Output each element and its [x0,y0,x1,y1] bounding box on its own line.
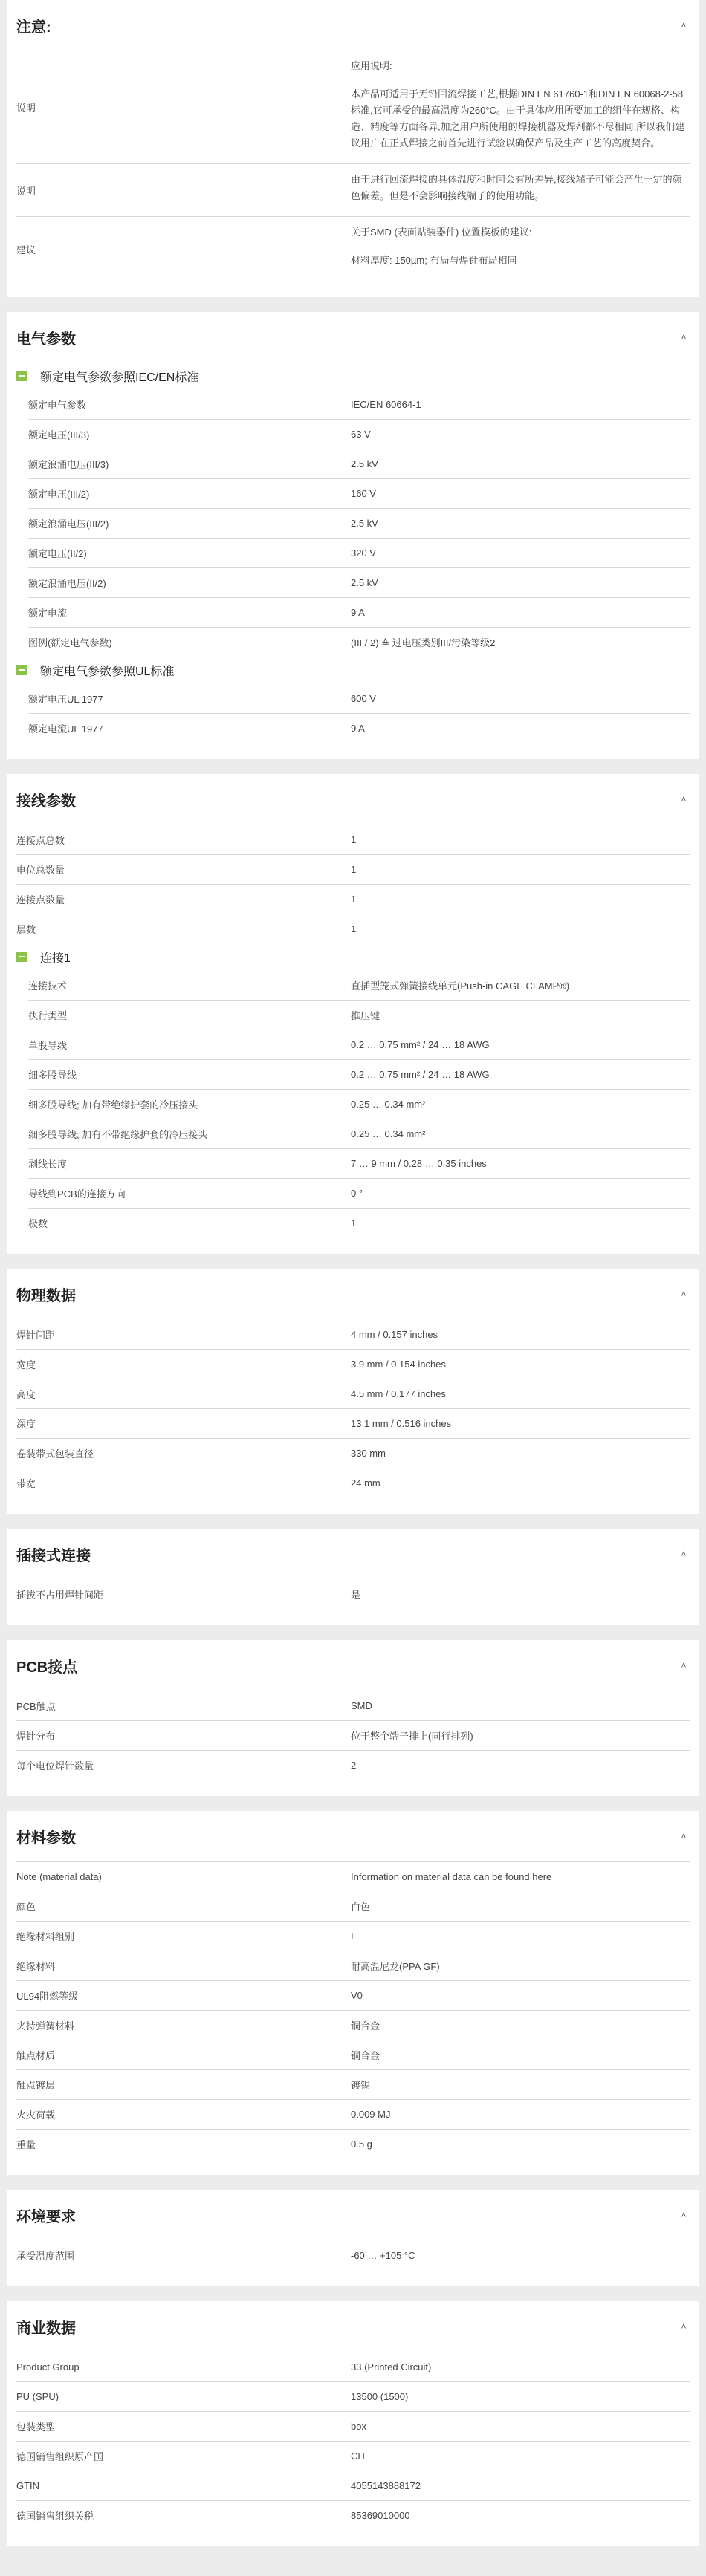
table-row [16,1720,690,1750]
row-label: 极数 [28,1218,48,1229]
row-value [351,164,690,216]
group-heading[interactable] [16,943,690,970]
row-value: 7 … 9 mm / 0.28 … 0.35 inches [351,1158,487,1169]
table-row [16,1750,690,1780]
row-label: 绝缘材料 [16,1961,56,1972]
row-value: 1 [351,923,357,934]
row-label: 夹持弹簧材料 [16,2020,75,2032]
table-row [16,1379,690,1408]
table-row [16,884,690,914]
table-row [16,2069,690,2099]
minus-square-icon[interactable] [16,665,27,675]
panel-title: 电气参数 [16,331,76,348]
env-rows [16,2240,690,2270]
table-row [16,914,690,943]
table-row [16,2411,690,2441]
panel-title: 接线参数 [16,793,76,810]
row-label: 焊针分布 [16,1731,56,1742]
table-row [28,683,690,713]
row-value: 1 [351,864,357,875]
table-row [28,538,690,567]
row-value: 耐高温尼龙(PPA GF) [351,1961,440,1972]
table-row [16,2129,690,2159]
row-label: 说明 [16,102,36,114]
row-label: 德国销售组织关税 [16,2511,94,2522]
row-label: PU (SPU) [16,2391,59,2402]
row-label: 额定电压(III/2) [28,489,90,500]
table-row [28,1000,690,1030]
panel-title: 环境要求 [16,2208,76,2225]
material-info-link[interactable]: Information on material data can be found here [351,1871,552,1882]
row-label: 带宽 [16,1478,36,1489]
row-value: 0.25 … 0.34 mm² [351,1128,426,1139]
table-row [16,1319,690,1349]
table-row [28,567,690,597]
row-value: 铜合金 [351,2050,380,2061]
row-label: 连接技术 [28,980,68,992]
table-row [28,508,690,538]
row-value: 推压键 [351,1010,380,1021]
row-label: 连接点总数 [16,834,65,846]
row-value: I [351,1931,354,1942]
pcb-header[interactable] [16,1640,690,1691]
row-label: 额定电压UL 1977 [28,693,103,705]
row-value: 是 [351,1589,361,1601]
note-paragraph: 由于进行回流焊接的具体温度和时间会有所差异,接线端子可能会产生一定的颜色偏差。但是不会影响接线端子的使用功能。 [351,174,682,201]
row-value: 4055143888172 [351,2480,421,2491]
row-label: 额定电流 [28,608,68,619]
row-label: 深度 [16,1419,36,1430]
table-row [16,1438,690,1468]
group-heading-label: 额定电气参数参照UL标准 [40,665,175,678]
table-row [28,1178,690,1208]
table-row [28,1030,690,1059]
row-value: CH [351,2450,365,2462]
row-label: 单股导线 [28,1040,68,1051]
row-value: 9 A [351,723,365,734]
table-row [28,970,690,1000]
table-row [16,1691,690,1720]
group-rows [16,389,690,657]
pcb-rows [16,1691,690,1780]
plug-rows [16,1579,690,1609]
electrical-header[interactable] [16,312,690,362]
row-value: 0 ° [351,1188,363,1199]
table-row [28,1208,690,1237]
group-heading-label: 连接1 [40,952,71,965]
row-label: 绝缘材料组别 [16,1931,75,1942]
table-row [16,1579,690,1609]
row-value: 9 A [351,607,365,618]
chevron-up-icon[interactable]: ˄ [681,20,687,30]
row-value: 1 [351,1217,357,1229]
row-label: 宽度 [16,1359,36,1370]
chevron-up-icon[interactable]: ˄ [681,2210,687,2220]
table-row [16,2471,690,2500]
row-label: 说明 [16,185,36,197]
table-row [16,1349,690,1379]
row-value: box [351,2421,366,2432]
row-value: 铜合金 [351,2020,380,2032]
row-label: 额定电压(III/3) [28,429,90,440]
pcb-panel [7,1640,699,1796]
row-label: 执行类型 [28,1010,68,1021]
row-value: 85369010000 [351,2510,410,2521]
physical-header[interactable] [16,1269,690,1319]
row-label: 额定浪涌电压(III/2) [28,518,109,530]
chevron-up-icon[interactable]: ˄ [681,1831,687,1841]
minus-square-icon[interactable] [16,952,27,962]
row-label: 额定浪涌电压(III/3) [28,459,109,470]
note-paragraph: 应用说明: [351,60,392,71]
chevron-up-icon[interactable]: ˄ [681,1549,687,1559]
row-label: 建议 [16,244,36,256]
row-value [351,217,690,281]
table-row [28,1059,690,1089]
material-header[interactable] [16,1811,690,1861]
row-value: 4 mm / 0.157 inches [351,1328,438,1340]
table-row [28,713,690,743]
table-row [16,2500,690,2530]
row-label: 触点材质 [16,2050,56,2061]
minus-square-icon[interactable] [16,371,27,381]
panel-title: 物理数据 [16,1287,76,1304]
row-value: -60 … +105 °C [351,2249,415,2261]
row-value: 1 [351,894,357,905]
table-row [28,1119,690,1148]
row-value: 白色 [351,1901,371,1913]
table-row [28,478,690,508]
row-label: 导线到PCB的连接方向 [28,1188,126,1200]
row-value: 镀锡 [351,2080,371,2091]
wiring-panel [7,774,699,1254]
row-label: 细多股导线; 加有不带绝缘护套的冷压接头 [28,1129,208,1140]
panel-title: PCB接点 [16,1659,78,1676]
row-value: 33 (Printed Circuit) [351,2361,432,2372]
table-row [28,1148,690,1178]
note-row [16,216,690,281]
note-paragraph: 关于SMD (表面贴装器件) 位置模板的建议: [351,227,532,238]
table-row [16,1468,690,1497]
row-label: 额定电气参数 [28,399,87,411]
row-value: 330 mm [351,1448,386,1459]
row-value: 0.25 … 0.34 mm² [351,1099,426,1110]
row-label: 插拔不占用焊针间距 [16,1589,104,1601]
env-header[interactable] [16,2190,690,2240]
table-row [16,2240,690,2270]
row-value: 3.9 mm / 0.154 inches [351,1359,446,1370]
table-row [16,1408,690,1438]
row-label: 颜色 [16,1901,36,1913]
group-heading-label: 额定电气参数参照IEC/EN标准 [40,371,199,384]
table-row [28,449,690,478]
plug-header[interactable] [16,1529,690,1579]
row-label: 连接点数量 [16,894,65,905]
env-panel [7,2190,699,2286]
row-label: 高度 [16,1389,36,1400]
table-row [16,2040,690,2069]
chevron-up-icon[interactable]: ˄ [681,332,687,342]
plug-panel [7,1529,699,1625]
table-row [16,1921,690,1951]
group-rows [16,683,690,743]
note-row [16,51,690,163]
table-row [28,1089,690,1119]
physical-rows [16,1319,690,1497]
row-value: IEC/EN 60664-1 [351,398,421,410]
table-row [28,419,690,449]
row-label: 细多股导线 [28,1070,77,1081]
table-row [16,824,690,854]
row-label: PCB触点 [16,1700,56,1712]
table-row [16,2352,690,2381]
row-value: 13.1 mm / 0.516 inches [351,1418,452,1429]
row-value: 4.5 mm / 0.177 inches [351,1388,446,1399]
table-row [28,597,690,627]
row-label: Note (material data) [16,1871,102,1882]
group-heading[interactable] [16,362,690,389]
row-value: 24 mm [351,1477,380,1489]
chevron-up-icon[interactable]: ˄ [681,794,687,804]
row-label: 细多股导线; 加有带绝缘护套的冷压接头 [28,1099,198,1110]
row-value: 320 V [351,547,376,559]
row-value: 0.5 g [351,2138,372,2150]
note-row [16,163,690,216]
chevron-up-icon[interactable]: ˄ [681,2321,687,2332]
row-label: 剥线长度 [28,1159,68,1170]
chevron-up-icon[interactable]: ˄ [681,1660,687,1671]
commercial-rows [16,2352,690,2530]
row-label: 电位总数量 [16,865,65,876]
row-value: 2.5 kV [351,458,378,469]
electrical-groups [16,362,690,743]
row-label: 德国销售组织原产国 [16,2451,104,2462]
row-label: 额定电压(II/2) [28,548,87,559]
row-label: 承受温度范围 [16,2250,75,2262]
row-label: Product Group [16,2361,80,2372]
row-label: 包装类型 [16,2421,56,2433]
row-value: 2 [351,1760,357,1771]
row-value [351,51,690,163]
table-row [28,389,690,419]
row-value: 直插型笼式弹簧接线单元(Push-in CAGE CLAMP®) [351,980,570,992]
wiring-rows [16,824,690,943]
row-value: 63 V [351,429,371,440]
panel-title: 插接式连接 [16,1547,91,1564]
table-row [16,854,690,884]
row-value: 13500 (1500) [351,2391,409,2402]
material-note-row [16,1861,690,1891]
row-value: 2.5 kV [351,577,378,588]
row-value: SMD [351,1700,372,1711]
row-value: (III / 2) ≙ 过电压类别III/污染等级2 [351,637,496,648]
note-paragraph: 本产品可适用于无铅回流焊接工艺,根据DIN EN 61760-1和DIN EN 60068-2-58标准,它可承受的最高温度为260°C。由于具体应用所要加工的组件在规格、构造、精度等方面各异,加之用户所使用的焊接机器及焊剂都不尽相同,所以我们建议用户在正式焊接之前首先进行试验以确保产品及生产工艺的高度契合。 [351,88,685,149]
row-label: 层数 [16,924,36,935]
row-label: 卷装带式包装直径 [16,1448,94,1460]
row-label: UL94阻燃等级 [16,1991,79,2002]
panel-title: 商业数据 [16,2320,76,2337]
row-value: 0.2 … 0.75 mm² / 24 … 18 AWG [351,1069,490,1080]
row-label: 重量 [16,2139,36,2150]
table-row [16,2381,690,2411]
wiring-header[interactable] [16,774,690,824]
chevron-up-icon[interactable]: ˄ [681,1289,687,1299]
material-panel [7,1811,699,2175]
panel-title: 材料参数 [16,1829,76,1847]
row-value: 0.009 MJ [351,2109,391,2120]
table-row [28,627,690,657]
panel-title: 注意: [16,19,51,36]
row-label: 额定浪涌电压(II/2) [28,578,106,589]
row-label: 焊针间距 [16,1329,56,1341]
row-value: 600 V [351,692,376,704]
table-row [16,2441,690,2471]
connection-1-rows [16,970,690,1237]
notes-header[interactable] [16,0,690,51]
row-label: 火灾荷载 [16,2110,56,2121]
table-row [16,1951,690,1980]
row-value: 位于整个端子排上(同行排列) [351,1731,473,1742]
row-label: 额定电流UL 1977 [28,723,103,735]
row-label: GTIN [16,2480,40,2491]
table-row [16,2099,690,2129]
row-label: 每个电位焊针数量 [16,1760,94,1772]
physical-panel [7,1269,699,1514]
material-rows [16,1891,690,2159]
row-value: 160 V [351,488,376,499]
commercial-panel [7,2301,699,2546]
table-row [16,2010,690,2040]
row-label: 触点镀层 [16,2080,56,2091]
row-value: 2.5 kV [351,518,378,529]
notes-panel [7,0,699,297]
commercial-header[interactable] [16,2301,690,2352]
row-value: 0.2 … 0.75 mm² / 24 … 18 AWG [351,1039,490,1050]
row-label: 图例(额定电气参数) [28,637,112,648]
note-paragraph: 材料厚度: 150µm; 布局与焊针布局相同 [351,255,517,266]
group-heading[interactable] [16,657,690,683]
row-value: 1 [351,833,357,845]
table-row [16,1980,690,2010]
electrical-panel [7,312,699,759]
row-value: V0 [351,1990,363,2001]
table-row [16,1891,690,1921]
notes-list [16,51,690,281]
